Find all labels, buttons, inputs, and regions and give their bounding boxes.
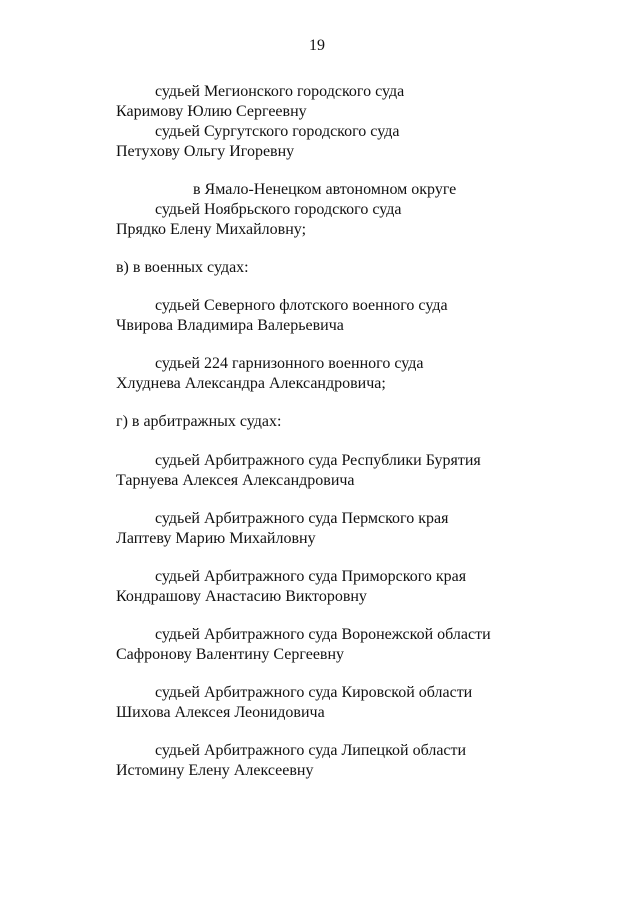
entry-position: судьей Ноябрьского городского суда [155,201,402,218]
entry-position: судьей Арбитражного суда Республики Бурятия [155,452,481,469]
entry-name: Сафронову Валентину Сергеевну [116,646,345,663]
entry-position: судьей Мегионского городского суда [155,83,405,100]
entry-position: судьей Арбитражного суда Приморского края [155,568,467,585]
entry-position: судьей Арбитражного суда Кировской области [155,684,473,701]
entry-name: Каримову Юлию Сергеевну [116,103,307,120]
entry-position: судьей Сургутского городского суда [155,123,400,140]
section-heading-military: в) в военных судах: [116,259,249,276]
page-number: 19 [309,37,325,54]
entry-name: Чвирова Владимира Валерьевича [116,317,344,334]
entry-name: Петухову Ольгу Игоревну [116,143,295,160]
entry-position: судьей Арбитражного суда Пермского края [155,510,449,527]
entry-position: судьей Северного флотского военного суда [155,297,448,314]
entry-name: Шихова Алексея Леонидовича [116,704,325,721]
section-heading-arbitration: г) в арбитражных судах: [116,413,282,430]
entry-position: судьей Арбитражного суда Воронежской области [155,626,491,643]
entry-name: Хлуднева Александра Александровича; [116,375,386,392]
entry-position: судьей Арбитражного суда Липецкой области [155,742,467,759]
entry-name: Прядко Елену Михайловну; [116,221,307,238]
entry-position: судьей 224 гарнизонного военного суда [155,355,424,372]
entry-name: Лаптеву Марию Михайловну [116,530,316,547]
region-heading: в Ямало-Ненецком автономном округе [193,181,457,198]
entry-name: Кондрашову Анастасию Викторовну [116,588,367,605]
entry-name: Истомину Елену Алексеевну [116,762,314,779]
entry-name: Тарнуева Алексея Александровича [116,472,355,489]
